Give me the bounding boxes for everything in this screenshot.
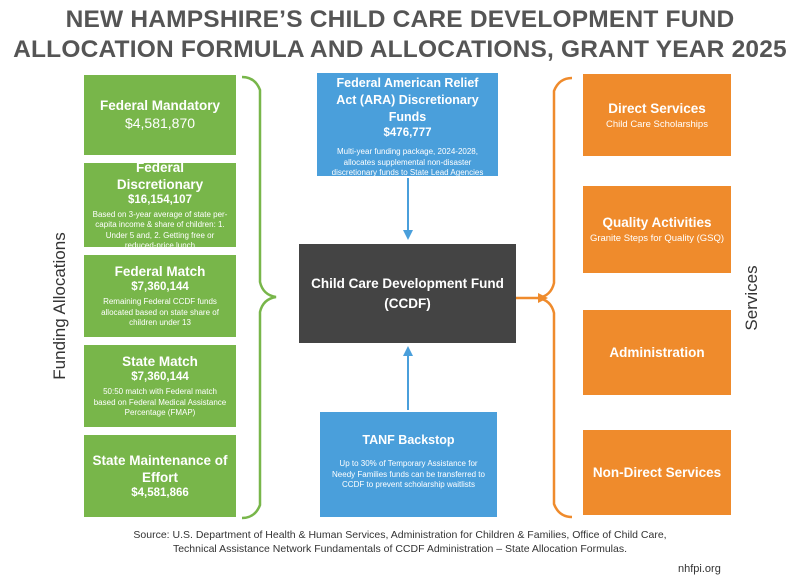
- ara-heading: Federal American Relief Act (ARA) Discretionary Funds: [336, 76, 479, 124]
- ara-description: Multi-year funding package, 2024-2028, allocates supplemental non-disaster discretionary funds to State Lead Agencies: [331, 147, 484, 177]
- funding-bracket: [242, 77, 276, 518]
- service-box-direct-services: [583, 74, 731, 156]
- funding-box-federal-mandatory: [84, 75, 236, 155]
- services-label: Services: [742, 265, 761, 331]
- funding-amount: $7,360,144: [131, 281, 189, 294]
- tanf-box: [320, 412, 497, 517]
- ccdf-title-line-1: Child Care Development Fund: [311, 275, 504, 291]
- service-box-non-direct-services: [583, 430, 731, 515]
- funding-box-federal-discretionary: [84, 159, 236, 250]
- ccdf-box: [299, 244, 516, 343]
- funding-amount: $7,360,144: [131, 371, 189, 384]
- service-box-administration: [583, 310, 731, 395]
- funding-description: Remaining Federal CCDF funds allocated based on state share of children under 13: [101, 297, 219, 328]
- ara-amount: $476,777: [383, 127, 432, 139]
- ara-box: [317, 73, 498, 176]
- service-heading: Non-Direct Services: [592, 464, 722, 480]
- funding-heading: State Match: [122, 354, 198, 370]
- ara-arrow-head: [403, 230, 413, 240]
- title-line-1: NEW HAMPSHIRE’S CHILD CARE DEVELOPMENT FUND: [65, 6, 735, 33]
- service-heading: Direct Services: [608, 100, 706, 116]
- funding-box-state-maintenance-of-effort: [84, 435, 236, 517]
- service-heading: Administration: [609, 344, 705, 360]
- funding-description: 50:50 match with Federal match based on Federal Medical Assistance Percentage (FMAP): [93, 387, 227, 418]
- title-line-2: ALLOCATION FORMULA AND ALLOCATIONS, GRANT YEAR 2025: [13, 36, 787, 63]
- ccdf-title-line-2: (CCDF): [384, 295, 431, 311]
- credit: nhfpi.org: [678, 563, 721, 575]
- funding-amount: $16,154,107: [128, 193, 192, 206]
- service-subtitle: Granite Steps for Quality (GSQ): [589, 233, 725, 244]
- service-heading: Quality Activities: [602, 215, 712, 230]
- funding-box-state-match: [84, 345, 236, 427]
- funding-heading: Federal Discretionary: [116, 159, 204, 192]
- source-line-1: Source: U.S. Department of Health & Human Services, Administration for Children & Families, Office of Child Care,: [133, 529, 667, 541]
- tanf-arrow-head: [403, 346, 413, 356]
- funding-heading: Federal Mandatory: [99, 98, 221, 113]
- service-box-quality-activities: [583, 186, 731, 273]
- funding-amount: $4,581,866: [131, 486, 189, 499]
- source-line-2: Technical Assistance Network Fundamentals of CCDF Administration – State Allocation Formulas.: [172, 543, 628, 555]
- funding-amount: $4,581,870: [124, 115, 196, 131]
- funding-heading: State Maintenance of Effort: [92, 452, 228, 485]
- service-subtitle: Child Care Scholarships: [606, 118, 708, 130]
- funding-allocations-label: Funding Allocations: [50, 232, 69, 380]
- funding-description: Based on 3-year average of state per-capita income & share of children: 1. Under 5 and, 2. Getting free or reduced-price lunch: [92, 209, 228, 250]
- tanf-heading: TANF Backstop: [362, 433, 455, 447]
- funding-box-federal-match: [84, 255, 236, 337]
- funding-heading: Federal Match: [114, 264, 206, 280]
- tanf-description: Up to 30% of Temporary Assistance for Needy Families funds can be transferred to CCDF to prevent scholarship waitlists: [332, 459, 485, 489]
